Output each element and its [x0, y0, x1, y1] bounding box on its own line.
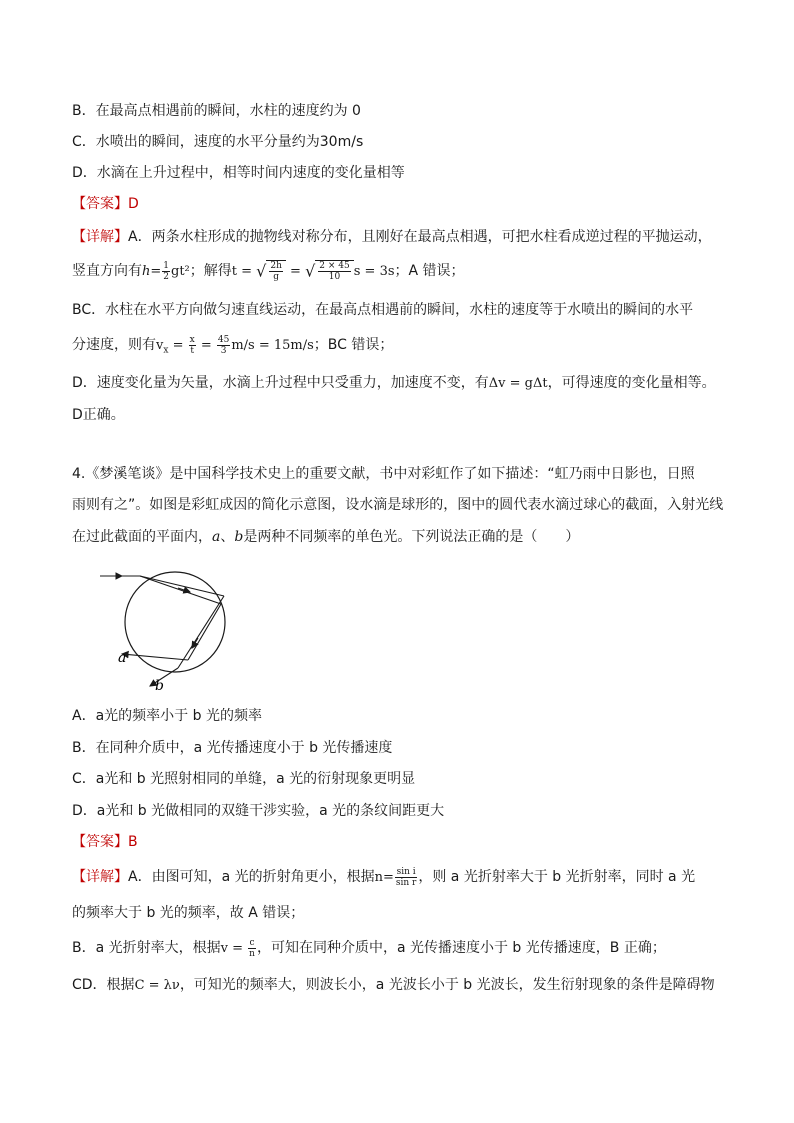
q4-option-b: B．在同种介质中，a 光传播速度小于 b 光传播速度: [72, 740, 393, 756]
q4-detail-cd-line: [72, 974, 715, 997]
q4-detail-a-line1: [72, 866, 695, 889]
detail-text: B．a 光折射率大，根据: [72, 940, 221, 956]
detail-text: A．由图可知，a 光的折射角更小，根据: [128, 869, 375, 885]
answer-value: B: [128, 834, 138, 850]
detail-text: ，可知光的频率大，则波长小，a 光波长小于 b 光波长，发生衍射现象的条件是障碍物: [179, 977, 715, 993]
formula-h: h= $\frac{1}{2}$ gt²: [142, 261, 190, 282]
ray-a-out: [122, 654, 188, 660]
ray-b-reflected: [178, 596, 224, 668]
detail-label: 【详解】: [72, 229, 128, 245]
detail-text: A．两条水柱形成的抛物线对称分布，且刚好在最高点相遇，可把水柱看成逆过程的平抛运动，: [128, 229, 712, 245]
q4-detail-b-line: [72, 937, 666, 960]
formula-vx: $v_x$ = $\frac{x}{t}$ = $\frac{45}{3}$ m/s = 15m/s: [156, 335, 314, 356]
q4-stem-line2: 雨则有之”。如图是彩虹成因的简化示意图，设水滴是球形的，图中的圆代表水滴过球心的截面，入射光线: [72, 497, 724, 513]
detail-text: D．速度变化量为矢量，水滴上升过程中只受重力，加速度不变，有: [72, 375, 489, 391]
stem-text: 是两种不同频率的单色光。下列说法正确的是（ ）: [243, 529, 580, 545]
q3-detail-a-line2: [72, 260, 465, 283]
q4-option-c: C．a光和 b 光照射相同的单缝，a 光的衍射现象更明显: [72, 771, 416, 787]
q3-detail-d-line2: D正确。: [72, 407, 125, 423]
ray-a-inside: [140, 576, 221, 604]
stem-text: 在过此截面的平面内，: [72, 529, 212, 545]
ray-a-reflected: [188, 604, 221, 660]
q3-detail-a-line1: [72, 226, 712, 248]
detail-text: 竖直方向有: [72, 263, 142, 279]
formula-v: v = $\frac{c}{n}$: [220, 938, 255, 959]
formula-dv: Δv = gΔt: [488, 376, 548, 391]
formula-c: C = λν: [134, 978, 180, 993]
answer-label: 【答案】: [72, 834, 128, 850]
q4-stem-line3: [72, 526, 579, 548]
q3-option-b: B．在最高点相遇前的瞬间，水柱的速度约为 0: [72, 103, 361, 119]
q3-detail-bc-line1: BC．水柱在水平方向做匀速直线运动，在最高点相遇前的瞬间，水柱的速度等于水喷出的瞬间的水平: [72, 302, 694, 318]
formula-t: t = √ $\frac{2h}{g}$ = √ $\frac{2 \times 45}{10}$ s = 3s: [231, 261, 395, 282]
q4-answer: [72, 831, 138, 853]
q4-stem-line1: 4.《梦溪笔谈》是中国科学技术史上的重要文献，书中对彩虹作了如下描述：“虹乃雨中日影也，日照: [72, 466, 695, 482]
q4-option-d: D．a光和 b 光做相同的双缝干涉实验，a 光的条纹间距更大: [72, 803, 445, 819]
q4-option-a: A．a光的频率小于 b 光的频率: [72, 708, 262, 724]
detail-text: ，可得速度的变化量相等。: [547, 375, 716, 391]
answer-label: 【答案】: [72, 196, 128, 212]
formula-n: n= $\frac{\text{sin i}}{\text{sin r}}$: [374, 867, 417, 888]
label-b: b: [155, 678, 164, 694]
q3-detail-bc-line2: [72, 334, 393, 362]
q4-detail-a-line2: 的频率大于 b 光的频率，故 A 错误；: [72, 905, 305, 921]
detail-text: ，则 a 光折射率大于 b 光折射率，同时 a 光: [418, 869, 696, 885]
detail-text: 分速度，则有: [72, 337, 156, 353]
detail-text: ，可知在同种介质中，a 光传播速度小于 b 光传播速度，B 正确；: [256, 940, 666, 956]
detail-text: ；BC 错误；: [313, 337, 394, 353]
answer-value: D: [128, 196, 139, 212]
label-a: a: [118, 650, 127, 666]
symbol-b: b: [234, 529, 244, 545]
raindrop-diagram: [100, 562, 240, 696]
ray-b-inside: [140, 576, 224, 596]
detail-text: ；A 错误；: [394, 263, 465, 279]
detail-text: ；解得: [189, 263, 232, 279]
ray-reflected-arrow: [192, 638, 198, 648]
q3-option-d: D．水滴在上升过程中，相等时间内速度的变化量相等: [72, 165, 405, 181]
stem-text: 、: [220, 529, 235, 545]
q3-answer: [72, 193, 139, 215]
detail-text: CD．根据: [72, 977, 135, 993]
symbol-a: a: [212, 529, 221, 545]
q3-option-c: C．水喷出的瞬间，速度的水平分量约为30m/s: [72, 134, 364, 150]
q3-detail-d-line1: [72, 372, 716, 395]
detail-label: 【详解】: [72, 869, 128, 885]
